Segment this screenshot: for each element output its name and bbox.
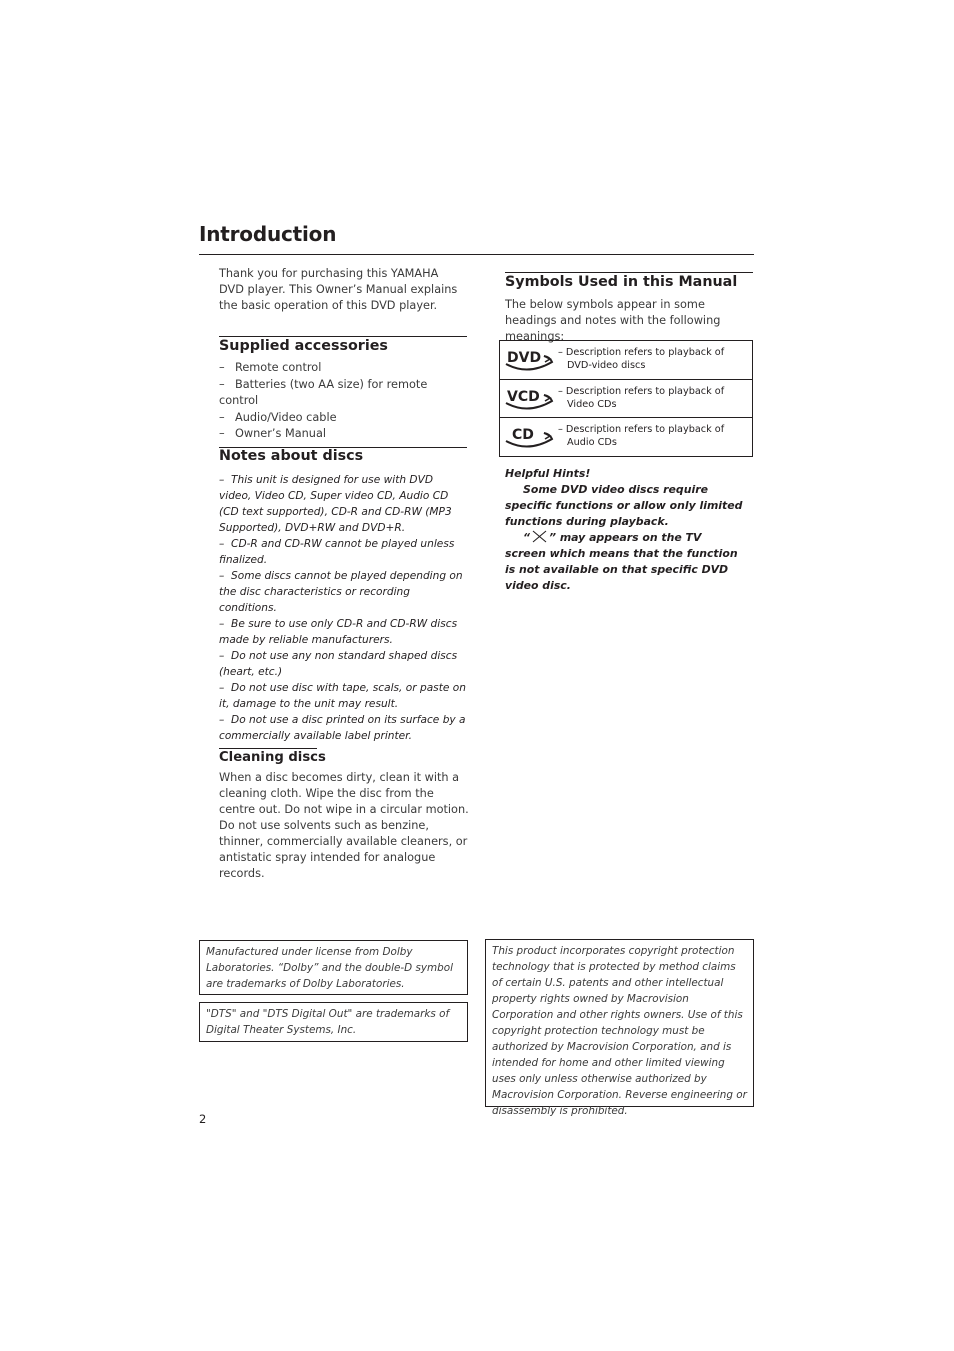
list-item: – Do not use disc with tape, scals, or paste on it, damage to the unit may result. [219, 682, 466, 710]
list-item: – Owner’s Manual [219, 427, 327, 440]
hints-paragraph-2: “ ” may appears on the TV screen which means that the function is not available on that specific DVD video disc. [505, 531, 738, 592]
title-divider [199, 254, 754, 255]
page-title: Introduction [199, 222, 337, 246]
symbols-divider [505, 272, 753, 273]
list-item: – Batteries (two AA size) for remote control [219, 377, 428, 407]
cleaning-paragraph: When a disc becomes dirty, clean it with a cleaning cloth. Wipe the disc from the centre out. Do not wipe in a circular motion. Do not use solvents such as benzine, thinner, commercially available cleaners, or antistatic spray intended for analogue records. [219, 771, 469, 880]
intro-paragraph: Thank you for purchasing this YAMAHA DVD player. This Owner’s Manual explains the basic operation of this DVD player. [219, 267, 458, 312]
symbols-intro: The below symbols appear in some headings and notes with the following meanings: [505, 298, 721, 343]
macrovision-notice: This product incorporates copyright protection technology that is protected by method claims of certain U.S. patents and other intellectual property rights owned by Macrovision Corporation and other rights owners. Use of this copyright protection technology must be authorized by Macrovision Corporation, and is intended for home and other limited viewing uses only unless otherwise authorized by Macrovision Corporation. Reverse engineering or disassembly is prohibited. [492, 945, 747, 1117]
supplied-heading: Supplied accessories [219, 338, 388, 354]
notes-heading: Notes about discs [219, 448, 364, 464]
dts-notice: "DTS" and "DTS Digital Out" are trademarks of Digital Theater Systems, Inc. [206, 1008, 450, 1036]
page-number: 2 [199, 1112, 207, 1126]
symbol-description: – Description refers to playback of Audio CDs [558, 424, 725, 448]
dvd-logo-icon [504, 346, 554, 374]
symbol-row-dvd [500, 341, 752, 379]
dolby-notice-box [199, 940, 468, 995]
helpful-hints [505, 466, 745, 594]
cleaning-heading: Cleaning discs [219, 750, 326, 765]
list-item: – CD-R and CD-RW cannot be played unless finalized. [219, 538, 455, 566]
supplied-list [219, 360, 467, 443]
hints-title: Helpful Hints! [505, 467, 591, 480]
list-item: – This unit is designed for use with DVD video, Video CD, Super video CD, Audio CD (CD text supported), CD-R and CD-RW (MP3 Supported), DVD+RW and DVD+R. [219, 474, 452, 534]
svg-text:VCD: VCD [507, 388, 540, 405]
dolby-notice: Manufactured under license from Dolby Laboratories. “Dolby” and the double-D symbol are trademarks of Dolby Laboratories. [206, 946, 454, 990]
list-item: – Do not use any non standard shaped discs (heart, etc.) [219, 650, 458, 678]
list-item: – Some discs cannot be played depending on the disc characteristics or recording conditions. [219, 570, 463, 614]
supplied-divider [219, 336, 467, 337]
dts-notice-box [199, 1002, 468, 1042]
hints-paragraph-1: Some DVD video discs require specific functions or allow only limited functions during playback. [505, 483, 743, 528]
cleaning-divider [219, 748, 317, 749]
notes-list [219, 472, 467, 744]
symbol-row-cd [500, 417, 752, 456]
symbols-heading: Symbols Used in this Manual [505, 274, 738, 290]
svg-text:CD: CD [512, 427, 534, 443]
svg-text:DVD: DVD [507, 350, 542, 366]
list-item: – Remote control [219, 361, 322, 374]
cd-logo-icon [504, 423, 554, 451]
symbol-row-vcd [500, 379, 752, 418]
prohibited-x-icon [531, 530, 548, 543]
symbol-description: – Description refers to playback of DVD-video discs [558, 347, 725, 371]
symbols-table [499, 340, 753, 457]
list-item: – Be sure to use only CD-R and CD-RW discs made by reliable manufacturers. [219, 618, 458, 646]
list-item: – Do not use a disc printed on its surface by a commercially available label printer. [219, 714, 466, 742]
macrovision-notice-box [485, 939, 754, 1117]
symbol-description: – Description refers to playback of Video CDs [558, 385, 725, 410]
list-item: – Audio/Video cable [219, 410, 337, 424]
vcd-logo-icon [504, 385, 554, 413]
